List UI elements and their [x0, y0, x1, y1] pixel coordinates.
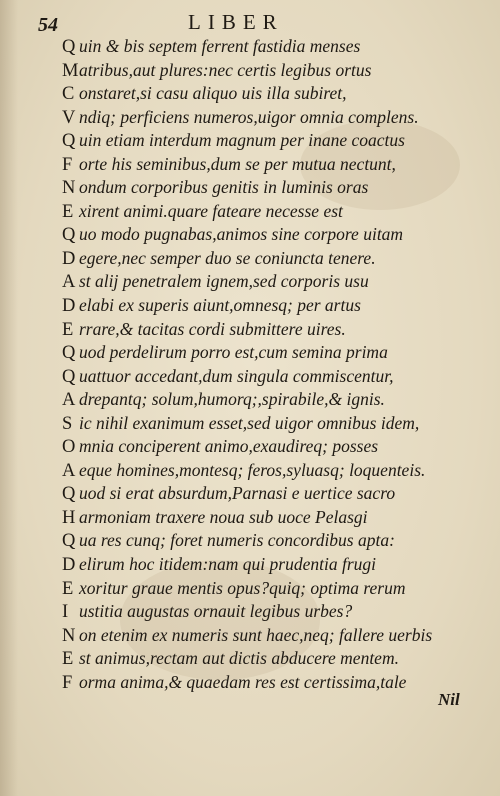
line-text: ondum corporibus genitis in luminis oras — [79, 177, 369, 198]
line-text: ustitia augustas ornauit legibus urbes? — [79, 601, 353, 622]
verse-text — [62, 35, 492, 694]
catchword: Nil — [438, 690, 460, 709]
line-text: xoritur graue mentis opus?quiq; optima rerum — [79, 577, 406, 598]
line-initial: E — [62, 319, 74, 340]
line-initial: A — [62, 390, 76, 411]
line-initial: Q — [62, 484, 76, 505]
verse-line — [62, 106, 492, 130]
verse-line — [62, 270, 492, 294]
line-initial: M — [62, 60, 79, 81]
line-initial: D — [62, 248, 76, 269]
verse-line — [62, 82, 492, 106]
line-initial: I — [62, 602, 69, 623]
verse-line — [62, 412, 492, 436]
verse-line — [62, 200, 492, 224]
verse-line — [62, 671, 492, 695]
verse-line — [62, 59, 492, 83]
verse-line — [62, 247, 492, 271]
line-initial: F — [62, 672, 73, 693]
line-text: uin & bis septem ferrent fastidia menses — [79, 36, 361, 56]
gutter-shadow — [0, 0, 18, 796]
line-text: drepantq; solum,humorq;,spirabile,& ignis. — [79, 389, 385, 410]
running-head: LIBER — [188, 10, 284, 34]
line-text: uod si erat absurdum,Parnasi e uertice sacro — [79, 483, 396, 504]
line-text: elabi ex superis aiunt,omnesq; per artus — [79, 295, 361, 316]
line-initial: E — [62, 201, 74, 222]
line-text: uattuor accedant,dum singula commiscentur, — [79, 365, 394, 386]
line-text: uin etiam interdum magnum per inane coactus — [79, 130, 405, 151]
line-text: uod perdelirum porro est,cum semina prima — [79, 342, 388, 363]
line-text: eque homines,montesq; feros,syluasq; loquenteis. — [79, 459, 426, 480]
line-initial: D — [62, 296, 76, 317]
line-initial: Q — [62, 225, 76, 246]
verse-line — [62, 529, 492, 553]
line-text: elirum hoc itidem:nam qui prudentia frugi — [79, 554, 376, 575]
verse-line — [62, 223, 492, 247]
verse-line — [62, 388, 492, 412]
line-text: mnia conciperent animo,exaudireq; posses — [79, 436, 379, 457]
line-initial: Q — [62, 37, 76, 57]
line-initial: Q — [62, 366, 76, 387]
line-text: atribus,aut plures:nec certis legibus ortus — [79, 59, 372, 80]
line-text: st alij penetralem ignem,sed corporis usu — [79, 271, 369, 292]
verse-line — [62, 341, 492, 365]
line-text: on etenim ex numeris sunt haec,neq; fallere uerbis — [79, 624, 433, 645]
line-text: orte his seminibus,dum se per mutua nectunt, — [79, 153, 396, 174]
line-initial: C — [62, 84, 75, 105]
line-text: rrare,& tacitas cordi submittere uires. — [79, 318, 346, 339]
line-text: ic nihil exanimum esset,sed uigor omnibus idem, — [79, 412, 420, 433]
line-initial: V — [62, 107, 76, 128]
line-initial: E — [62, 578, 74, 599]
line-text: egere,nec semper duo se coniuncta tenere. — [79, 247, 376, 268]
line-initial: E — [62, 649, 74, 670]
line-text: onstaret,si casu aliquo uis illa subiret, — [79, 83, 347, 104]
page-number: 54 — [38, 14, 58, 36]
verse-line — [62, 294, 492, 318]
line-initial: H — [62, 507, 76, 528]
verse-line — [62, 506, 492, 530]
line-initial: F — [62, 154, 73, 175]
line-text: xirent animi.quare fateare necesse est — [79, 200, 343, 221]
verse-line — [62, 459, 492, 483]
verse-line — [62, 624, 492, 648]
line-initial: Q — [62, 531, 76, 552]
verse-line — [62, 153, 492, 177]
verse-line — [62, 577, 492, 601]
verse-line — [62, 35, 492, 59]
verse-line — [62, 482, 492, 506]
line-initial: N — [62, 625, 76, 646]
verse-line — [62, 600, 492, 624]
line-initial: O — [62, 437, 76, 458]
line-text: armoniam traxere noua sub uoce Pelasgi — [79, 506, 368, 527]
verse-line — [62, 129, 492, 153]
line-initial: Q — [62, 343, 76, 364]
verse-line — [62, 647, 492, 671]
verse-line — [62, 435, 492, 459]
line-initial: A — [62, 272, 76, 293]
verse-line — [62, 365, 492, 389]
line-initial: N — [62, 178, 76, 199]
line-text: ua res cunq; foret numeris concordibus apta: — [79, 530, 395, 551]
verse-line — [62, 176, 492, 200]
line-text: uo modo pugnabas,animos sine corpore uitam — [79, 224, 404, 245]
line-initial: D — [62, 555, 76, 576]
line-text: ndiq; perficiens numeros,uigor omnia complens. — [79, 106, 419, 127]
line-initial: A — [62, 460, 76, 481]
line-text: st animus,rectam aut dictis abducere mentem. — [79, 648, 399, 669]
verse-line — [62, 553, 492, 577]
line-initial: S — [62, 413, 73, 434]
verse-line — [62, 318, 492, 342]
line-text: orma anima,& quaedam res est certissima,tale — [79, 671, 407, 692]
line-initial: Q — [62, 131, 76, 152]
